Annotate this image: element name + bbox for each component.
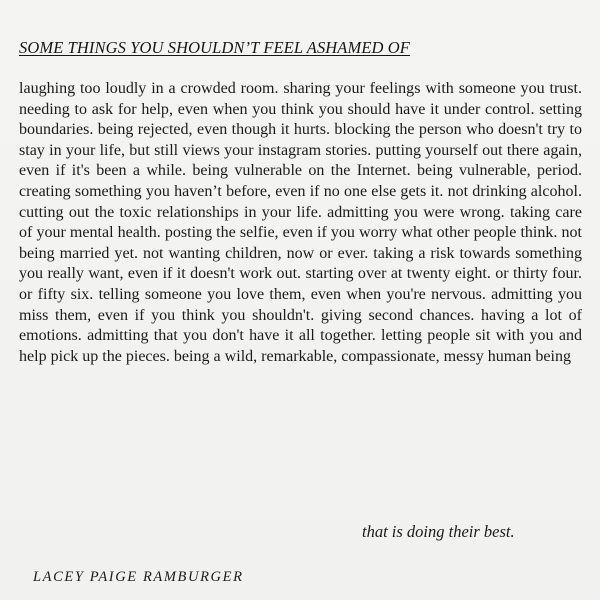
author-name: LACEY PAIGE RAMBURGER [33, 569, 244, 585]
poem-title: SOME THINGS YOU SHOULDN’T FEEL ASHAMED OF [19, 38, 410, 57]
poem-body: laughing too loudly in a crowded room. sharing your feelings with someone you trust. needing to ask for help, even when you think you should have it under control. setting boundaries. being rejected, even though it hurts. blocking the person who doesn't try to stay in your life, but still views your instagram stories. putting yourself out there again, even if it's been a while. being vulnerable on the Internet. being vulnerable, period. creating something you haven’t before, even if no one else gets it. not drinking alcohol. cutting out the toxic relationships in your life. admitting you were wrong. taking care of your mental health. posting the selfie, even if you worry what other people think. not being married yet. not wanting children, now or ever. taking a risk towards something you really want, even if it doesn't work out. starting over at twenty eight. or thirty four. or fifty six. telling someone you love them, even when you're nervous. admitting you miss them, even if you think you shouldn't. giving second chances. having a lot of emotions. admitting that you don't have it all together. letting people sit with you and help pick up the pieces. being a wild, remarkable, compassionate, messy human being [19, 80, 582, 365]
poem-closing-line: that is doing their best. [362, 522, 515, 541]
